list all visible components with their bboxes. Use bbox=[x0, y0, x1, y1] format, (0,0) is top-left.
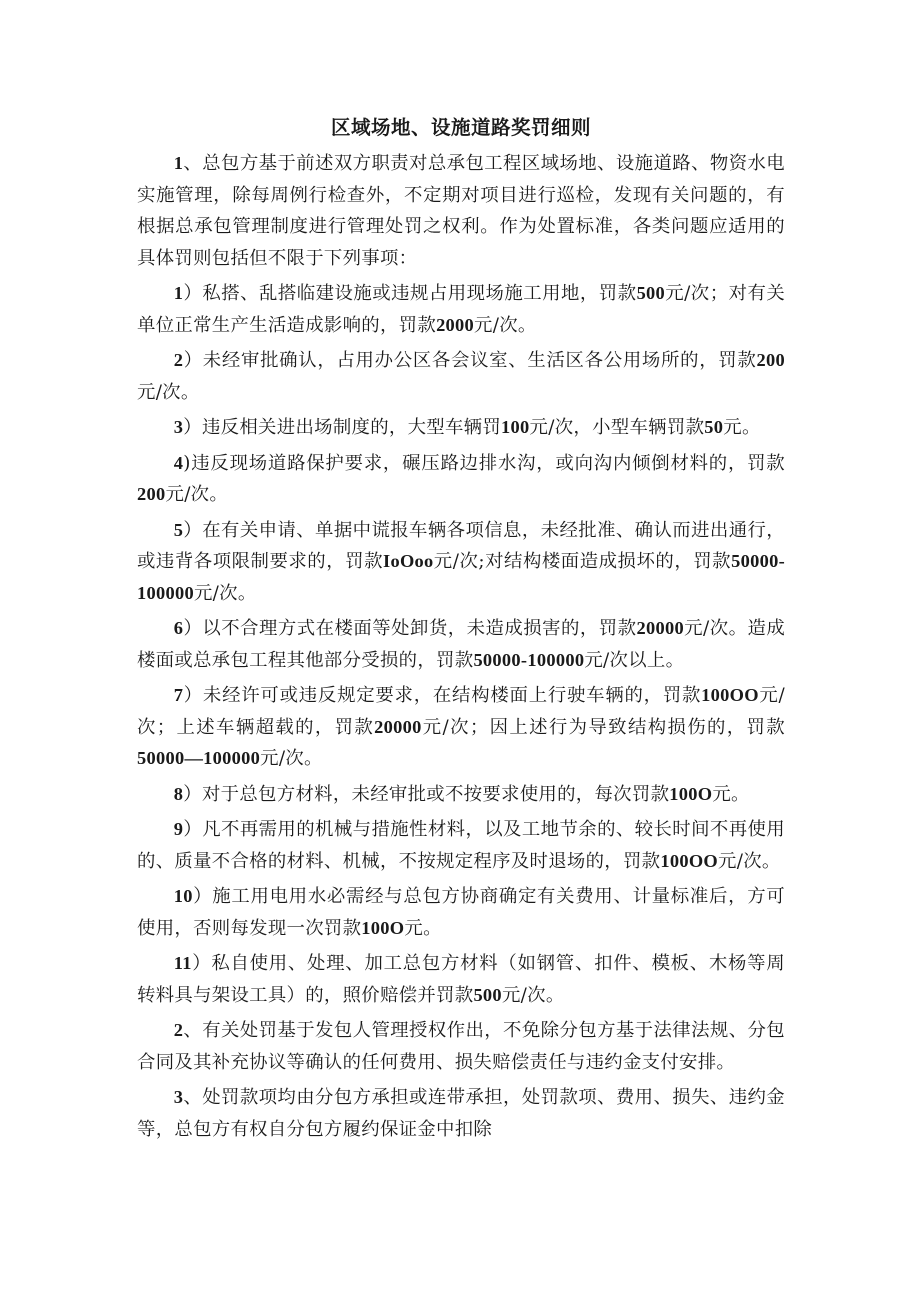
paragraph-number: 2 bbox=[173, 350, 184, 370]
paragraph-text: )违反现场道路保护要求，碾压路边排水沟，或向沟内倾倒材料的，罚款200元/次。 bbox=[137, 452, 785, 505]
paragraph-text: 、有关处罚基于发包人管理授权作出，不免除分包方基于法律法规、分包合同及其补充协议等确认的任何费用、损失赔偿责任与违约金支付安排。 bbox=[137, 1020, 785, 1073]
paragraph-text: ）凡不再需用的机械与措施性材料，以及工地节余的、较长时间不再使用的、质量不合格的材料、机械，不按规定程序及时退场的，罚款100OO元/次。 bbox=[137, 819, 785, 872]
paragraph-text: ）对于总包方材料，未经审批或不按要求使用的，每次罚款100O元。 bbox=[183, 783, 750, 805]
paragraph bbox=[137, 448, 785, 511]
paragraph-text: ）未经审批确认，占用办公区各会议室、生活区各公用场所的，罚款200元/次。 bbox=[137, 350, 785, 403]
paragraph bbox=[137, 814, 785, 877]
paragraph-number: 1 bbox=[173, 153, 184, 173]
paragraph-number: 5 bbox=[173, 519, 184, 540]
paragraph bbox=[137, 412, 785, 444]
paragraph-number: 11 bbox=[173, 953, 192, 973]
document-body bbox=[137, 148, 785, 1145]
paragraph-text: 、总包方基于前述双方职责对总承包工程区域场地、设施道路、物资水电实施管理，除每周例行检查外，不定期对项目进行巡检，发现有关问题的，有根据总承包管理制度进行管理处罚之权利。作为处置标准，各类问题应适用的具体罚则包括但不限于下列事项： bbox=[137, 153, 785, 269]
paragraph-number: 8 bbox=[173, 783, 184, 804]
paragraph-number: 6 bbox=[173, 618, 184, 638]
paragraph-text: ）在有关申请、单据中谎报车辆各项信息，未经批准、确认而进出通行，或违背各项限制要求的，罚款IoOoo元/次;对结构楼面造成损坏的，罚款50000-100000元/次。 bbox=[137, 519, 785, 604]
paragraph-text: ）施工用电用水必需经与总包方协商确定有关费用、计量标准后，方可使用，否则每发现一次罚款100O元。 bbox=[137, 886, 785, 939]
paragraph-number: 3 bbox=[173, 417, 184, 437]
paragraph bbox=[137, 515, 785, 610]
paragraph-number: 1 bbox=[173, 283, 184, 303]
paragraph bbox=[137, 881, 785, 944]
paragraph-text: ）未经许可或违反规定要求，在结构楼面上行驶车辆的，罚款100OO元/次；上述车辆超载的，罚款20000元/次；因上述行为导致结构损伤的，罚款50000—100000元/次。 bbox=[137, 685, 786, 769]
paragraph bbox=[137, 1015, 785, 1078]
paragraph bbox=[137, 1082, 785, 1145]
paragraph-text: ）违反相关进出场制度的，大型车辆罚100元/次，小型车辆罚款50元。 bbox=[183, 417, 761, 438]
paragraph-text: 、处罚款项均由分包方承担或连带承担，处罚款项、费用、损失、违约金等，总包方有权自分包方履约保证金中扣除 bbox=[137, 1087, 785, 1140]
paragraph bbox=[137, 680, 785, 775]
paragraph bbox=[137, 948, 785, 1011]
paragraph bbox=[137, 278, 785, 341]
paragraph-number: 4 bbox=[173, 452, 184, 473]
paragraph-text: ）私自使用、处理、加工总包方材料（如钢管、扣件、模板、木杨等周转料具与架设工具）的，照价赔偿并罚款500元/次。 bbox=[137, 953, 785, 1006]
paragraph bbox=[137, 613, 785, 676]
document-page bbox=[137, 108, 785, 1145]
paragraph-number: 9 bbox=[173, 819, 184, 839]
paragraph bbox=[137, 345, 785, 408]
paragraph-number: 10 bbox=[173, 886, 193, 906]
paragraph bbox=[137, 148, 785, 274]
paragraph-number: 7 bbox=[173, 685, 184, 705]
paragraph-text: ）以不合理方式在楼面等处卸货，未造成损害的，罚款20000元/次。造成楼面或总承包工程其他部分受损的，罚款50000-100000元/次以上。 bbox=[137, 618, 786, 671]
paragraph bbox=[137, 779, 785, 811]
paragraph-number: 2 bbox=[173, 1020, 184, 1040]
paragraph-text: ）私搭、乱搭临建设施或违规占用现场施工用地，罚款500元/次；对有关单位正常生产生活造成影响的，罚款2000元/次。 bbox=[137, 283, 786, 336]
paragraph-number: 3 bbox=[173, 1087, 184, 1107]
page-title: 区域场地、设施道路奖罚细则 bbox=[330, 116, 591, 139]
